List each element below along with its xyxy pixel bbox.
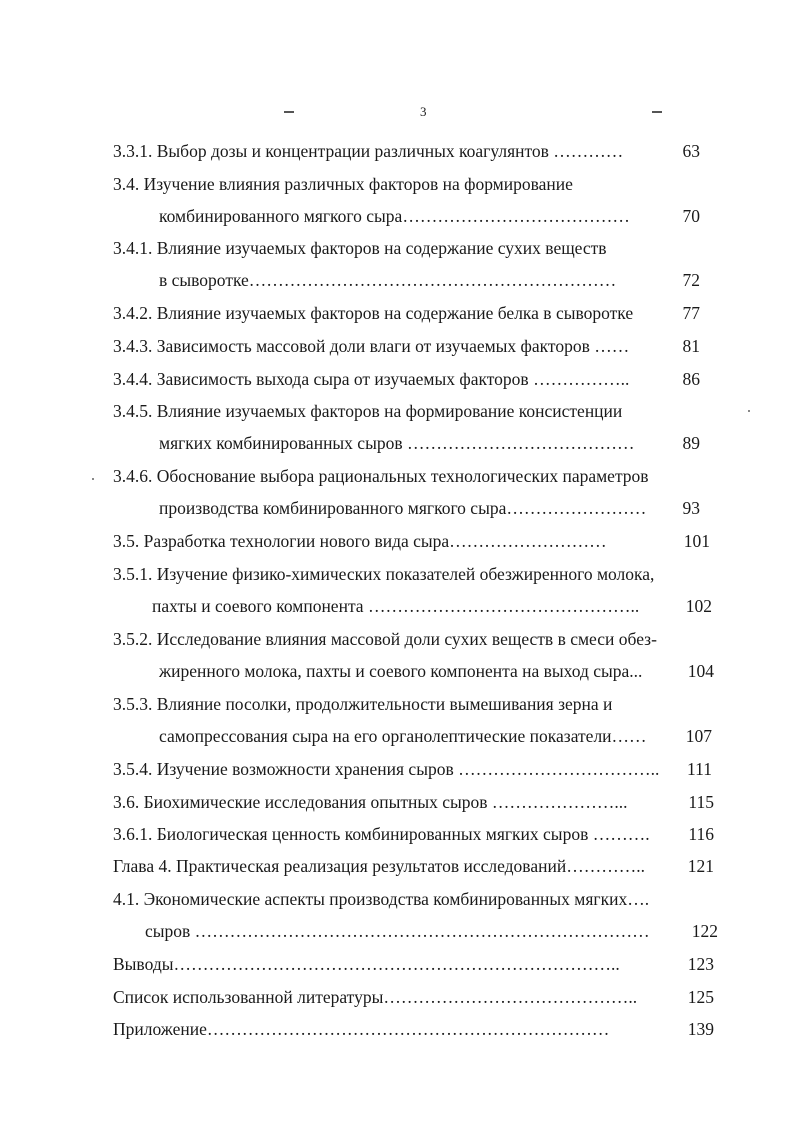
- toc-entry-page: 101: [683, 531, 710, 551]
- toc-entry-page: 86: [682, 369, 700, 389]
- toc-entry-text: 3.4.4. Зависимость выхода сыра от изучаемых факторов ……………..: [113, 369, 630, 389]
- toc-entry-text: в сыворотке………………………………………………………: [159, 270, 617, 290]
- page-number: 3: [420, 104, 427, 119]
- toc-entry-text: Список использованной литературы……………………………………..: [113, 987, 638, 1007]
- toc-entry-page: 107: [685, 726, 712, 746]
- toc-entry-page: 139: [687, 1019, 714, 1039]
- toc-entry-page: 111: [687, 759, 712, 779]
- toc-entry-page: 81: [682, 336, 700, 356]
- toc-entry-text: 3.4.6. Обоснование выбора рациональных технологических параметров: [113, 466, 649, 486]
- toc-entry-text: 3.6. Биохимические исследования опытных сыров …………………...: [113, 792, 628, 812]
- toc-entry-page: 115: [688, 792, 714, 812]
- scan-speck: [748, 410, 750, 412]
- toc-entry-page: 93: [682, 498, 700, 518]
- toc-entry-text: 3.4.2. Влияние изучаемых факторов на содержание белка в сыворотке: [113, 303, 634, 323]
- toc-entry-text: 3.3.1. Выбор дозы и концентрации различных коагулянтов …………: [113, 141, 624, 161]
- toc-entry-text: 3.5. Разработка технологии нового вида сыра………………………: [113, 531, 607, 551]
- toc-entry-page: 123: [687, 954, 714, 974]
- toc-entry-text: сыров ……………………………………………………………………: [145, 921, 650, 941]
- toc-entry-text: 3.5.1. Изучение физико-химических показателей обезжиренного молока,: [113, 564, 655, 584]
- toc-entry-page: 125: [687, 987, 714, 1007]
- toc-entry-page: 116: [688, 824, 714, 844]
- toc-entry-page: 72: [682, 270, 700, 290]
- toc-entry-page: 122: [691, 921, 718, 941]
- toc-entry-text: 3.4.3. Зависимость массовой доли влаги от изучаемых факторов ……: [113, 336, 630, 356]
- toc-entry-page: 104: [687, 661, 714, 681]
- toc-entry-text: 4.1. Экономические аспекты производства комбинированных мягких….: [113, 889, 650, 909]
- toc-entry-text: пахты и соевого компонента ………………………………………..: [152, 596, 640, 616]
- toc-entry-text: 3.5.3. Влияние посолки, продолжительности вымешивания зерна и: [113, 694, 613, 714]
- toc-entry-page: 77: [682, 303, 700, 323]
- toc-entry-text: Глава 4. Практическая реализация результатов исследований…………..: [113, 856, 645, 876]
- toc-entry-text: 3.4.1. Влияние изучаемых факторов на содержание сухих веществ: [113, 238, 607, 258]
- scan-speck: [92, 478, 94, 480]
- toc-entry-text: мягких комбинированных сыров …………………………………: [159, 433, 635, 453]
- toc-entry-page: 70: [682, 206, 700, 226]
- toc-entry-text: Приложение……………………………………………………………: [113, 1019, 610, 1039]
- toc-entry-page: 121: [687, 856, 714, 876]
- toc-entry-text: производства комбинированного мягкого сыра……………………: [159, 498, 647, 518]
- toc-entry-page: 63: [682, 141, 700, 161]
- toc-entry-page: 89: [682, 433, 700, 453]
- toc-entry-text: комбинированного мягкого сыра…………………………………: [159, 206, 630, 226]
- scan-mark-left: [284, 111, 294, 113]
- toc-entry-page: 102: [685, 596, 712, 616]
- toc-entry-text: жиренного молока, пахты и соевого компонента на выход сыра...: [159, 661, 643, 681]
- toc-entry-text: 3.5.4. Изучение возможности хранения сыров ……………………………..: [113, 759, 660, 779]
- toc-entry-text: 3.4.5. Влияние изучаемых факторов на формирование консистенции: [113, 401, 623, 421]
- toc-entry-text: 3.6.1. Биологическая ценность комбинированных мягких сыров ……….: [113, 824, 650, 844]
- scan-mark-right: [652, 111, 662, 113]
- toc-entry-text: самопрессования сыра на его органолептические показатели……: [159, 726, 647, 746]
- toc-entry-text: Выводы…………………………………………………………………..: [113, 954, 620, 974]
- toc-entry-text: 3.4. Изучение влияния различных факторов на формирование: [113, 174, 573, 194]
- toc-entry-text: 3.5.2. Исследование влияния массовой доли сухих веществ в смеси обез-: [113, 629, 657, 649]
